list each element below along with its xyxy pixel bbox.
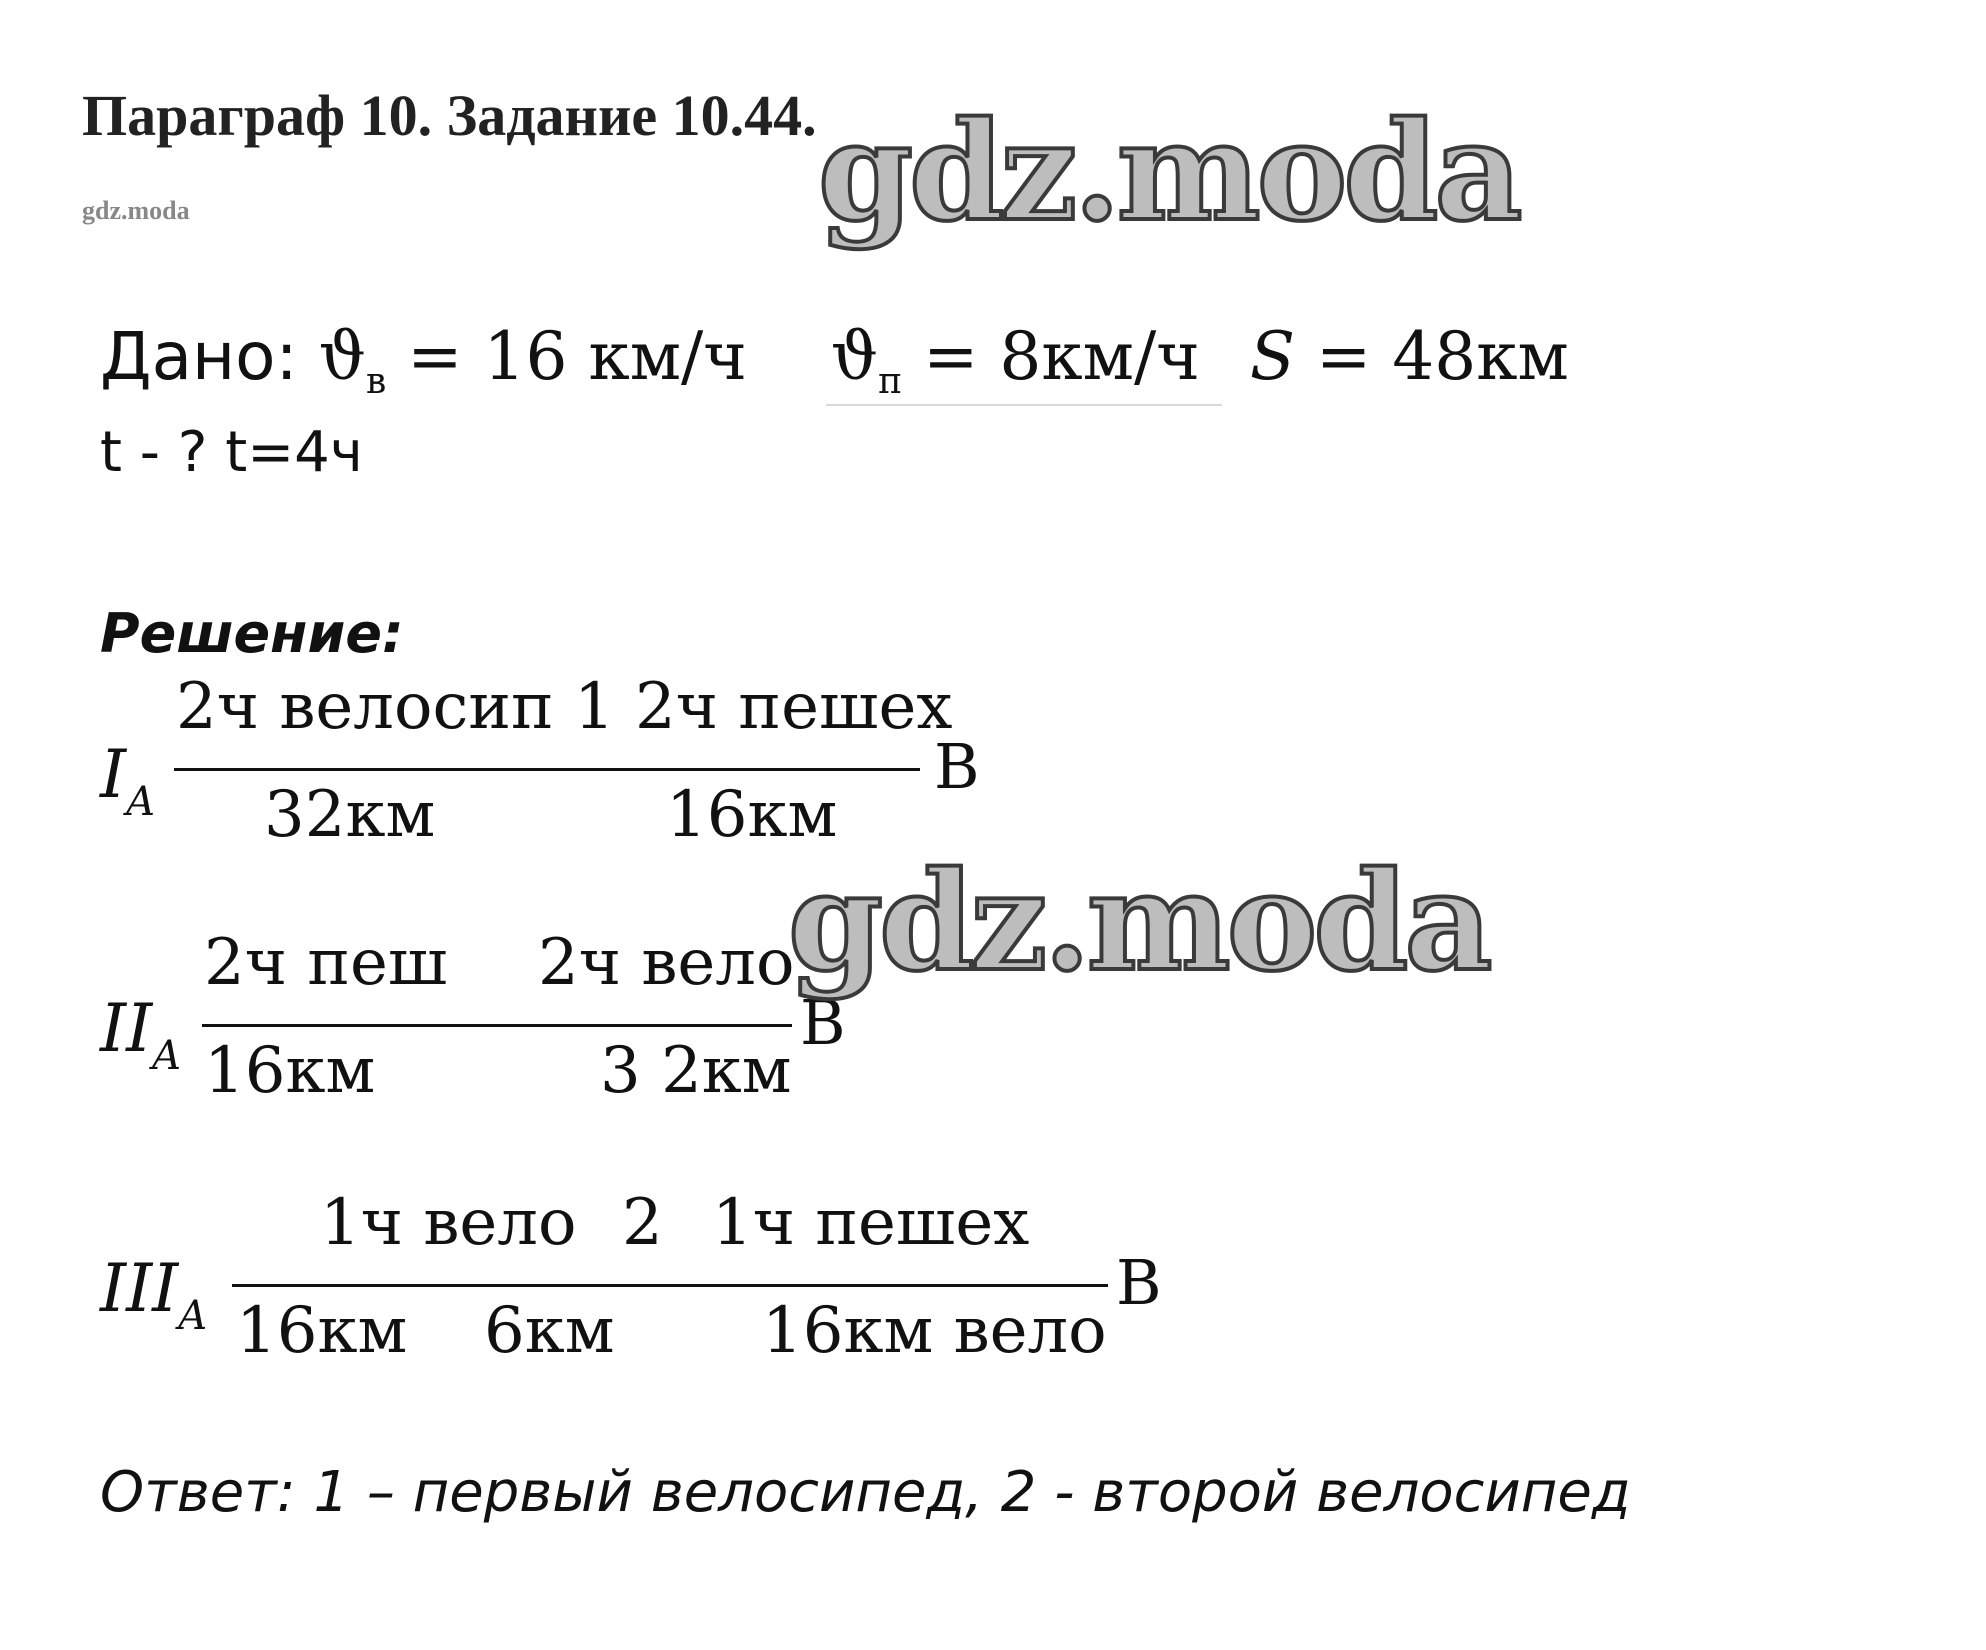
row2-top-left: 2ч пеш bbox=[204, 926, 448, 1000]
row1-label: $I_A$ bbox=[100, 736, 155, 825]
row3-bottom-mid: 6км bbox=[484, 1294, 615, 1368]
row2-fraction-bar bbox=[202, 1024, 792, 1027]
row1-top: 2ч велосип 1 2ч пешех bbox=[176, 670, 953, 744]
row2-bottom-left: 16км bbox=[204, 1034, 376, 1108]
row2-bottom-right: 3 2км bbox=[600, 1034, 792, 1108]
v-bike: $ϑ_в = 16$ км/ч bbox=[318, 318, 747, 402]
row1-bottom-right: 16км bbox=[666, 778, 838, 852]
row3-fraction-bar bbox=[232, 1284, 1108, 1287]
distance: S = 48км bbox=[1249, 318, 1569, 395]
small-watermark: gdz.moda bbox=[82, 196, 190, 225]
row3-top-right: 1ч пешех bbox=[712, 1186, 1030, 1260]
row1-end: B bbox=[934, 730, 980, 803]
given-line bbox=[100, 318, 1569, 402]
solution-heading: Решение: bbox=[100, 602, 404, 665]
row1-bottom-left: 32км bbox=[264, 778, 436, 852]
given-question: t - ? t=4ч bbox=[100, 420, 363, 485]
row2-label: $II_A$ bbox=[100, 990, 182, 1079]
page-title: Параграф 10. Задание 10.44. bbox=[82, 83, 817, 148]
given-label: Дано: bbox=[100, 318, 298, 395]
watermark-top: gdz.moda bbox=[818, 92, 1519, 252]
row3-end: B bbox=[1116, 1246, 1162, 1319]
soft-underline bbox=[826, 404, 1222, 406]
row2-top-right: 2ч вело bbox=[538, 926, 795, 1000]
v-walk: $ϑ_п = 8км/ч$ bbox=[830, 318, 1200, 402]
answer-line: Ответ: 1 – первый велосипед, 2 - второй велосипед bbox=[100, 1460, 1631, 1525]
row1-fraction-bar bbox=[174, 768, 920, 771]
row3-top-mid: 2 bbox=[622, 1186, 663, 1260]
watermark-middle: gdz.moda bbox=[788, 842, 1489, 1002]
row3-bottom-right: 16км вело bbox=[762, 1294, 1107, 1368]
row3-label: $III_A$ bbox=[100, 1250, 208, 1339]
row3-bottom-left: 16км bbox=[236, 1294, 408, 1368]
row2-end: B bbox=[800, 986, 846, 1059]
row3-top-left: 1ч вело bbox=[320, 1186, 577, 1260]
